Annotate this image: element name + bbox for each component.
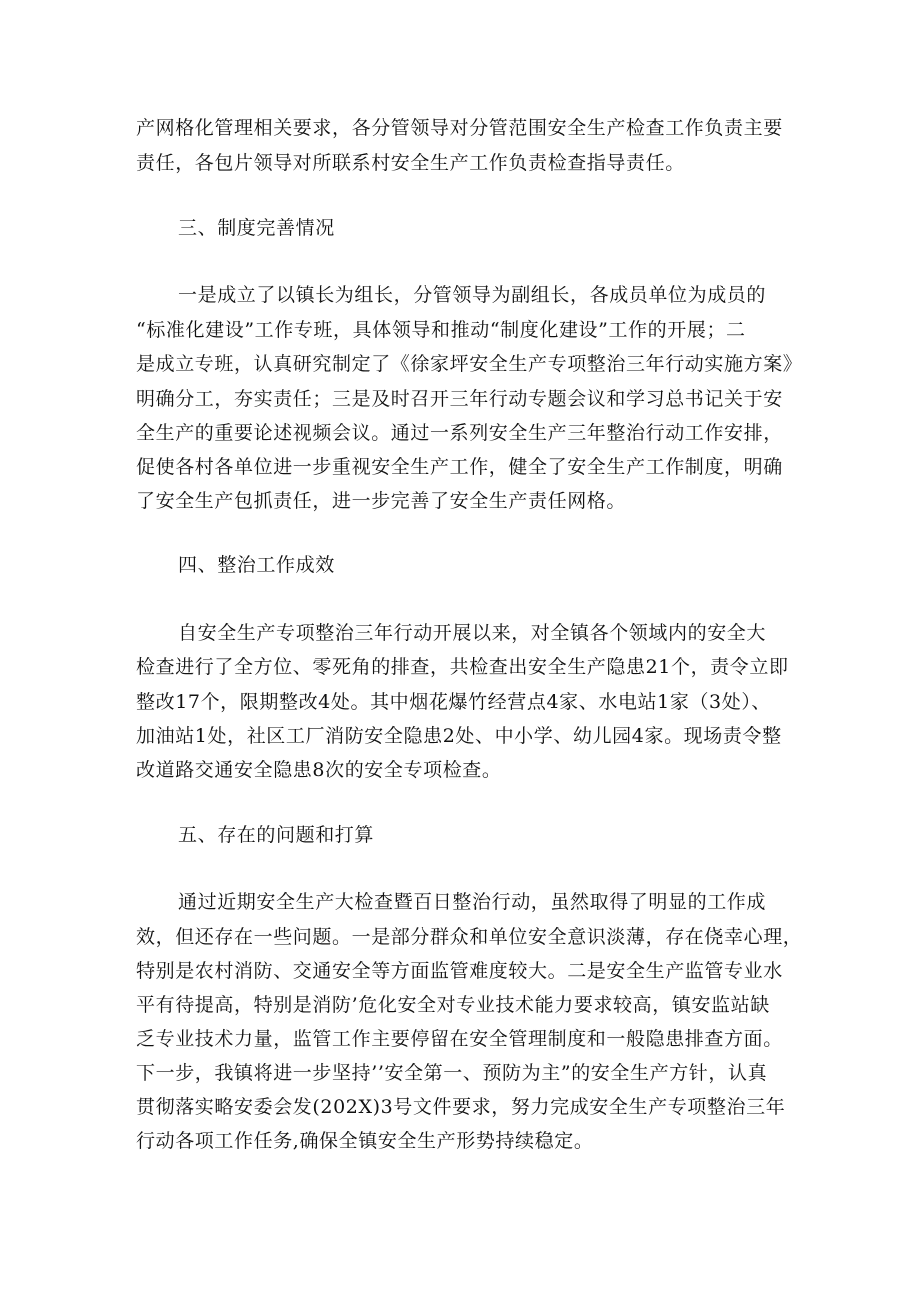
paragraph-line: 平有待提高，特别是消防’危化安全对专业技术能力要求较高，镇安监站缺	[136, 994, 770, 1016]
paragraph-line: 贯彻落实略安委会发(202X)3号文件要求，努力完成安全生产专项整治三年	[136, 1096, 786, 1118]
section-heading: 四、整治工作成效	[178, 554, 335, 576]
paragraph-line: “标准化建设”工作专班，具体领导和推动“制度化建设”工作的开展；二	[136, 319, 746, 341]
paragraph-line: 改道路交通安全隐患8次的安全专项检查。	[136, 759, 502, 781]
paragraph-line: 特别是农村消防、交通安全等方面监管难度较大。二是安全生产监管专业水	[136, 960, 783, 982]
paragraph-line: 责任，各包片领导对所联系村安全生产工作负责检查指导责任。	[136, 152, 685, 174]
paragraph-line: 促使各村各单位进一步重视安全生产工作，健全了安全生产工作制度，明确	[136, 456, 783, 478]
paragraph-line: 检查进行了全方位、零死角的排查，共检查出安全生产隐患21个，责令立即	[136, 656, 789, 678]
paragraph-line: 整改17个，限期整改4处。其中烟花爆竹经营点4家、水电站1家（3处）、	[136, 691, 772, 713]
paragraph-line: 通过近期安全生产大检查暨百日整治行动，虽然取得了明显的工作成	[178, 891, 767, 913]
section-heading: 五、存在的问题和打算	[178, 824, 375, 846]
paragraph-line: 产网格化管理相关要求，各分管领导对分管范围安全生产检查工作负责主要	[136, 117, 783, 139]
paragraph-line: 乏专业技术力量，监管工作主要停留在安全管理制度和一般隐患排查方面。	[136, 1028, 783, 1050]
paragraph-line: 是成立专班，认真研究制定了《徐家坪安全生产专项整治三年行动实施方案》	[136, 353, 803, 375]
paragraph-line: 全生产的重要论述视频会议。通过一系列安全生产三年整治行动工作安排，	[136, 422, 783, 444]
paragraph-line: 效，但还存在一些问题。一是部分群众和单位安全意识淡薄，存在侥幸心理，	[136, 926, 803, 948]
paragraph-line: 明确分工，夯实责任；三是及时召开三年行动专题会议和学习总书记关于安	[136, 388, 783, 410]
section-heading: 三、制度完善情况	[178, 217, 335, 239]
paragraph-line: 自安全生产专项整治三年行动开展以来，对全镇各个领域内的安全大	[178, 622, 767, 644]
paragraph-line: 加油站1处，社区工厂消防安全隐患2处、中小学、幼儿园4家。现场责令整	[136, 725, 782, 747]
paragraph-line: 行动各项工作任务,确保全镇安全生产形势持续稳定。	[136, 1130, 594, 1152]
paragraph-line: 下一步，我镇将进一步坚持’’安全第一、预防为主”的安全生产方针，认真	[136, 1062, 768, 1084]
paragraph-line: 一是成立了以镇长为组长，分管领导为副组长，各成员单位为成员的	[178, 284, 767, 306]
paragraph-line: 了安全生产包抓责任，进一步完善了安全生产责任网格。	[136, 490, 627, 512]
